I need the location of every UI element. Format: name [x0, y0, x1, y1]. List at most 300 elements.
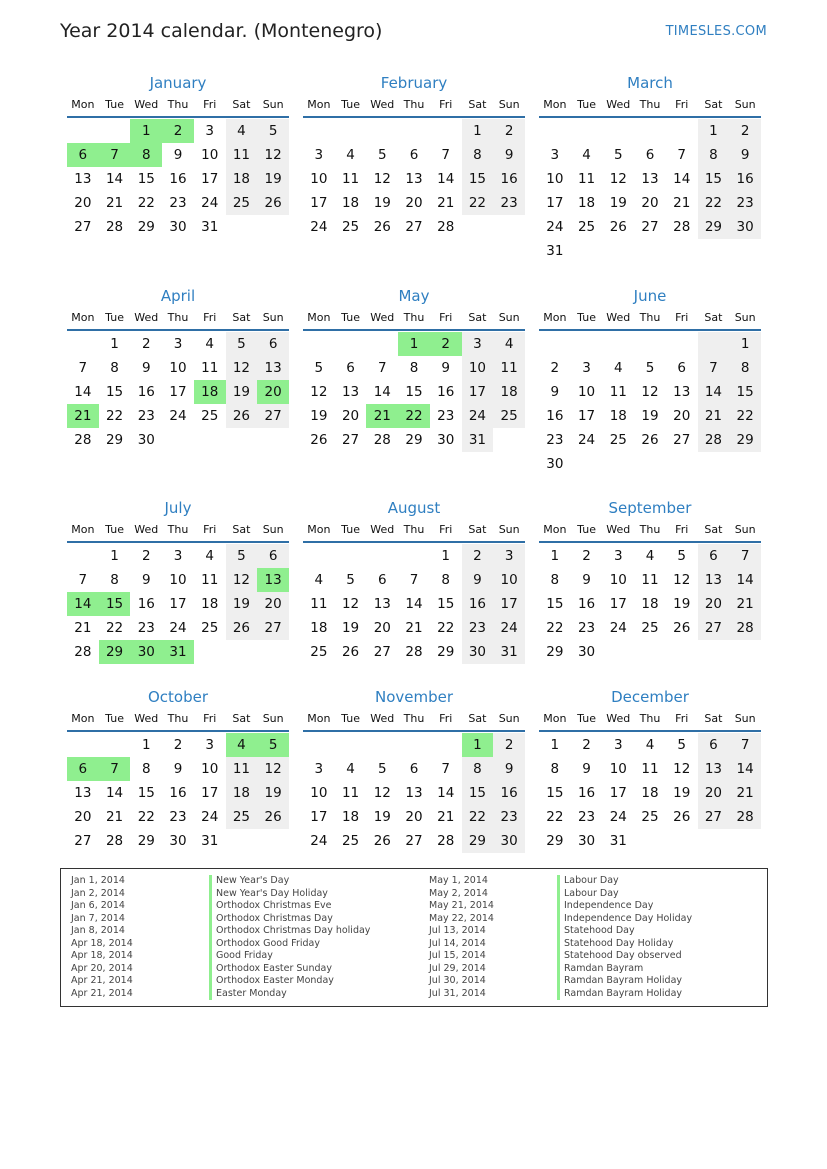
calendar-day: 11 — [577, 171, 596, 187]
calendar-day: 10 — [609, 761, 627, 777]
day-grid — [67, 332, 289, 452]
blank-day — [303, 119, 335, 143]
blank-day — [398, 733, 430, 757]
blank-day — [335, 733, 367, 757]
calendar-day: 4 — [226, 119, 258, 143]
calendar-day: 28 — [373, 432, 391, 448]
weekday-label: Mon — [307, 712, 331, 725]
calendar-day: 25 — [201, 408, 219, 424]
calendar-day: 18 — [609, 408, 627, 424]
calendar-day: 3 — [314, 761, 324, 777]
holiday-date: May 1, 2014 — [429, 875, 488, 886]
holiday-name: Orthodox Good Friday — [209, 938, 320, 951]
calendar-day: 26 — [373, 219, 391, 235]
calendar-day: 24 — [462, 404, 494, 428]
calendar-day: 13 — [257, 356, 289, 380]
calendar-day: 20 — [341, 408, 360, 424]
calendar-day: 22 — [137, 195, 155, 211]
calendar-day: 16 — [493, 167, 525, 191]
calendar-day: 21 — [729, 592, 761, 616]
calendar-day: 17 — [609, 785, 627, 801]
weekday-label: Thu — [639, 523, 661, 536]
calendar-day: 29 — [546, 833, 564, 849]
weekday-label: Thu — [167, 311, 189, 324]
calendar-day: 3 — [582, 360, 591, 376]
day-grid — [303, 332, 525, 452]
calendar-day: 2 — [582, 737, 591, 753]
calendar-day: 26 — [673, 809, 691, 825]
holiday-name: Good Friday — [209, 950, 273, 963]
calendar-day: 24 — [169, 620, 187, 636]
calendar-day: 24 — [546, 219, 564, 235]
calendar-day: 17 — [609, 596, 627, 612]
month-title: September — [608, 499, 692, 517]
holiday-day: 6 — [67, 143, 99, 167]
calendar-day: 24 — [493, 616, 525, 640]
month-march — [539, 70, 761, 263]
calendar-day: 26 — [641, 432, 659, 448]
blank-day — [366, 733, 398, 757]
holiday-day: 18 — [194, 380, 226, 404]
calendar-day: 6 — [645, 147, 655, 163]
calendar-day: 19 — [310, 408, 328, 424]
calendar-day: 22 — [105, 408, 124, 424]
calendar-day: 23 — [729, 191, 761, 215]
calendar-day: 7 — [78, 360, 88, 376]
calendar-day: 31 — [201, 219, 219, 235]
holiday-name: New Year's Day Holiday — [209, 888, 328, 901]
weekday-label: Sun — [498, 311, 520, 324]
month-title: April — [160, 287, 196, 305]
calendar-day: 16 — [577, 596, 596, 612]
calendar-day: 17 — [169, 384, 187, 400]
blank-day — [539, 119, 571, 143]
calendar-day: 15 — [462, 781, 494, 805]
calendar-day: 24 — [201, 809, 219, 825]
calendar-day: 23 — [493, 805, 525, 829]
calendar-day: 15 — [729, 380, 761, 404]
calendar-day: 15 — [105, 384, 124, 400]
blank-day — [303, 544, 335, 568]
weekday-label: Fri — [203, 712, 217, 725]
calendar-day: 28 — [74, 432, 92, 448]
month-title: August — [387, 499, 441, 517]
calendar-day: 2 — [729, 119, 761, 143]
calendar-day: 15 — [437, 596, 455, 612]
calendar-day: 6 — [698, 544, 730, 568]
calendar-day: 7 — [78, 572, 88, 588]
weekday-label: Mon — [71, 523, 95, 536]
calendar-day: 25 — [493, 404, 525, 428]
calendar-day: 5 — [377, 147, 387, 163]
calendar-day: 16 — [577, 785, 596, 801]
calendar-day: 13 — [673, 384, 691, 400]
month-august — [303, 495, 525, 664]
blank-day — [335, 544, 367, 568]
weekday-label: Mon — [71, 98, 95, 111]
blank-day — [698, 332, 730, 356]
calendar-day: 8 — [141, 761, 151, 777]
calendar-day: 27 — [257, 616, 289, 640]
calendar-day: 23 — [577, 620, 596, 636]
calendar-day: 13 — [641, 171, 659, 187]
calendar-day: 22 — [546, 809, 564, 825]
calendar-day: 12 — [310, 384, 328, 400]
blank-day — [366, 544, 398, 568]
calendar-day: 23 — [577, 809, 596, 825]
month-december — [539, 684, 761, 853]
calendar-day: 12 — [373, 171, 391, 187]
calendar-day: 11 — [226, 757, 258, 781]
calendar-day: 23 — [546, 432, 564, 448]
holiday-row — [71, 913, 411, 926]
weekday-label: Thu — [167, 712, 189, 725]
holiday-row — [429, 963, 769, 976]
blank-day — [67, 119, 99, 143]
calendar-day: 25 — [577, 219, 596, 235]
calendar-day: 10 — [310, 171, 328, 187]
calendar-day: 13 — [74, 171, 92, 187]
weekday-header — [539, 521, 761, 543]
calendar-day: 23 — [137, 408, 155, 424]
blank-day — [67, 733, 99, 757]
calendar-day: 18 — [310, 620, 328, 636]
calendar-day: 22 — [462, 191, 494, 215]
calendar-day: 28 — [405, 644, 423, 660]
day-grid — [539, 544, 761, 664]
month-february — [303, 70, 525, 239]
calendar-day: 8 — [441, 572, 450, 588]
weekday-header — [67, 521, 289, 543]
calendar-day: 20 — [405, 809, 423, 825]
calendar-day: 3 — [205, 737, 214, 753]
calendar-day: 6 — [257, 544, 289, 568]
holiday-day: 7 — [99, 143, 131, 167]
weekday-header — [303, 96, 525, 118]
calendar-day: 24 — [169, 408, 187, 424]
blank-day — [666, 119, 698, 143]
calendar-day: 10 — [169, 360, 187, 376]
holiday-day: 15 — [99, 592, 131, 616]
weekday-label: Tue — [341, 523, 360, 536]
calendar-day: 7 — [377, 360, 387, 376]
holiday-name: Orthodox Easter Sunday — [209, 963, 332, 976]
weekday-label: Fri — [439, 523, 453, 536]
calendar-day: 30 — [577, 644, 596, 660]
calendar-day: 19 — [257, 781, 289, 805]
calendar-day: 22 — [105, 620, 124, 636]
calendar-day: 20 — [698, 781, 730, 805]
weekday-label: Wed — [606, 523, 631, 536]
calendar-day: 19 — [609, 195, 627, 211]
calendar-day: 9 — [141, 572, 151, 588]
weekday-label: Sun — [498, 523, 520, 536]
weekday-header — [67, 96, 289, 118]
calendar-day: 15 — [546, 596, 564, 612]
calendar-day: 1 — [550, 737, 560, 753]
calendar-day: 26 — [310, 432, 328, 448]
calendar-day: 2 — [173, 737, 183, 753]
calendar-day: 1 — [698, 119, 730, 143]
calendar-day: 18 — [201, 596, 219, 612]
calendar-day: 14 — [673, 171, 691, 187]
calendar-day: 12 — [341, 596, 360, 612]
calendar-day: 18 — [493, 380, 525, 404]
weekday-label: Sat — [704, 712, 723, 725]
holiday-date: Jan 1, 2014 — [71, 875, 125, 886]
blank-day — [335, 119, 367, 143]
calendar-day: 20 — [74, 195, 92, 211]
holiday-name: Independence Day — [557, 900, 653, 913]
holiday-row — [71, 888, 411, 901]
calendar-day: 23 — [437, 408, 455, 424]
calendar-day: 20 — [373, 620, 391, 636]
calendar-day: 11 — [201, 572, 219, 588]
holiday-row — [429, 925, 769, 938]
blank-day — [303, 332, 335, 356]
calendar-day: 17 — [462, 380, 494, 404]
calendar-day: 1 — [141, 737, 151, 753]
calendar-day: 29 — [137, 833, 155, 849]
calendar-day: 8 — [550, 761, 560, 777]
blank-day — [366, 332, 398, 356]
calendar-day: 24 — [609, 809, 627, 825]
calendar-day: 10 — [493, 568, 525, 592]
weekday-label: Fri — [439, 311, 453, 324]
weekday-label: Sat — [232, 311, 251, 324]
holiday-day: 21 — [67, 404, 99, 428]
calendar-day: 26 — [257, 191, 289, 215]
calendar-day: 29 — [462, 829, 494, 853]
calendar-day: 4 — [613, 360, 623, 376]
calendar-day: 28 — [437, 219, 455, 235]
holiday-name: Independence Day Holiday — [557, 913, 692, 926]
day-grid — [539, 733, 761, 853]
calendar-day: 21 — [437, 809, 455, 825]
calendar-day: 28 — [698, 428, 730, 452]
calendar-day: 22 — [437, 620, 455, 636]
weekday-label: Thu — [639, 311, 661, 324]
calendar-day: 12 — [673, 572, 691, 588]
calendar-day: 14 — [373, 384, 391, 400]
calendar-day: 29 — [137, 219, 155, 235]
calendar-day: 3 — [550, 147, 560, 163]
holiday-row — [71, 875, 411, 888]
holiday-day: 13 — [257, 568, 289, 592]
calendar-day: 10 — [609, 572, 627, 588]
calendar-day: 18 — [641, 785, 659, 801]
calendar-day: 9 — [141, 360, 151, 376]
calendar-day: 5 — [677, 548, 686, 564]
calendar-day: 13 — [74, 785, 92, 801]
weekday-label: Sun — [734, 712, 756, 725]
weekday-label: Sun — [262, 311, 284, 324]
calendar-day: 12 — [641, 384, 659, 400]
calendar-day: 26 — [609, 219, 627, 235]
day-grid — [303, 733, 525, 853]
calendar-day: 12 — [226, 356, 258, 380]
calendar-day: 26 — [257, 805, 289, 829]
calendar-day: 29 — [437, 644, 455, 660]
holiday-date: Apr 18, 2014 — [71, 950, 133, 961]
calendar-day: 1 — [110, 336, 119, 352]
calendar-day: 27 — [257, 404, 289, 428]
blank-day — [67, 332, 99, 356]
calendar-day: 5 — [613, 147, 623, 163]
calendar-day: 4 — [314, 572, 324, 588]
weekday-header — [539, 309, 761, 331]
calendar-day: 25 — [609, 432, 627, 448]
holiday-day: 6 — [67, 757, 99, 781]
calendar-day: 17 — [577, 408, 596, 424]
month-title: May — [398, 287, 430, 305]
calendar-day: 3 — [613, 737, 623, 753]
calendar-day: 11 — [341, 785, 360, 801]
calendar-day: 15 — [698, 167, 730, 191]
calendar-day: 31 — [546, 243, 564, 259]
calendar-day: 11 — [226, 143, 258, 167]
weekday-header — [303, 309, 525, 331]
calendar-day: 12 — [257, 143, 289, 167]
calendar-day: 17 — [310, 195, 328, 211]
calendar-day: 26 — [673, 620, 691, 636]
weekday-label: Sun — [262, 523, 284, 536]
calendar-day: 25 — [341, 833, 360, 849]
calendar-day: 29 — [105, 432, 124, 448]
calendar-day: 28 — [673, 219, 691, 235]
blank-day — [571, 119, 603, 143]
calendar-day: 20 — [405, 195, 423, 211]
weekday-label: Sun — [498, 712, 520, 725]
calendar-day: 26 — [226, 616, 258, 640]
calendar-day: 7 — [729, 733, 761, 757]
calendar-day: 12 — [673, 761, 691, 777]
calendar-day: 4 — [346, 147, 355, 163]
holiday-day: 8 — [130, 143, 162, 167]
calendar-day: 24 — [310, 219, 328, 235]
weekday-header — [67, 309, 289, 331]
calendar-day: 17 — [493, 592, 525, 616]
calendar-day: 9 — [729, 143, 761, 167]
blank-day — [634, 332, 666, 356]
blank-day — [634, 119, 666, 143]
weekday-header — [303, 521, 525, 543]
month-title: July — [164, 499, 192, 517]
calendar-day: 4 — [645, 737, 655, 753]
day-grid — [303, 119, 525, 239]
holiday-name: Easter Monday — [209, 988, 287, 1001]
calendar-day: 8 — [409, 360, 419, 376]
holiday-name: Labour Day — [557, 888, 619, 901]
holiday-legend-column-left — [71, 875, 411, 1000]
calendar-day: 2 — [141, 336, 151, 352]
weekday-label: Mon — [307, 523, 331, 536]
calendar-day: 14 — [729, 757, 761, 781]
calendar-day: 31 — [462, 428, 494, 452]
weekday-label: Sun — [734, 98, 756, 111]
weekday-label: Wed — [606, 311, 631, 324]
calendar-day: 14 — [105, 171, 124, 187]
calendar-day: 30 — [729, 215, 761, 239]
calendar-day: 25 — [310, 644, 328, 660]
calendar-day: 2 — [550, 360, 560, 376]
blank-day — [99, 119, 131, 143]
calendar-day: 29 — [698, 215, 730, 239]
holiday-day: 14 — [67, 592, 99, 616]
holiday-row — [429, 888, 769, 901]
calendar-day: 9 — [493, 757, 525, 781]
calendar-day: 16 — [169, 785, 187, 801]
calendar-day: 27 — [74, 833, 92, 849]
calendar-day: 19 — [641, 408, 659, 424]
holiday-name: Orthodox Christmas Eve — [209, 900, 332, 913]
calendar-day: 10 — [577, 384, 596, 400]
blank-day — [602, 332, 634, 356]
calendar-day: 11 — [341, 171, 360, 187]
calendar-day: 5 — [645, 360, 655, 376]
calendar-day: 12 — [226, 568, 258, 592]
calendar-day: 3 — [173, 336, 183, 352]
calendar-day: 25 — [641, 809, 659, 825]
calendar-day: 1 — [550, 548, 560, 564]
day-grid — [67, 119, 289, 239]
calendar-day: 17 — [546, 195, 564, 211]
calendar-day: 19 — [373, 809, 391, 825]
weekday-label: Sun — [734, 523, 756, 536]
calendar-day: 4 — [205, 336, 214, 352]
weekday-label: Wed — [134, 523, 159, 536]
calendar-day: 26 — [373, 833, 391, 849]
holiday-row — [71, 963, 411, 976]
calendar-day: 21 — [105, 195, 124, 211]
calendar-day: 19 — [673, 785, 691, 801]
calendar-day: 8 — [110, 360, 119, 376]
calendar-day: 10 — [201, 761, 219, 777]
calendar-day: 28 — [729, 805, 761, 829]
calendar-day: 2 — [493, 119, 525, 143]
holiday-legend — [60, 868, 768, 1007]
holiday-day: 4 — [226, 733, 258, 757]
holiday-row — [429, 875, 769, 888]
blank-day — [666, 332, 698, 356]
calendar-day: 9 — [582, 761, 591, 777]
holiday-date: Jul 30, 2014 — [429, 975, 486, 986]
holiday-date: Jan 2, 2014 — [71, 887, 125, 899]
calendar-day: 14 — [405, 596, 423, 612]
brand-link[interactable]: TIMESLES.COM — [665, 24, 767, 39]
calendar-day: 14 — [437, 785, 455, 801]
holiday-day: 1 — [398, 332, 430, 356]
calendar-day: 30 — [137, 432, 155, 448]
weekday-label: Tue — [341, 311, 360, 324]
weekday-label: Sat — [704, 98, 723, 111]
month-title: November — [374, 688, 454, 706]
holiday-day: 7 — [99, 757, 131, 781]
calendar-day: 25 — [226, 191, 258, 215]
calendar-day: 7 — [677, 147, 686, 163]
calendar-day: 28 — [437, 833, 455, 849]
weekday-label: Fri — [675, 712, 689, 725]
calendar-day: 24 — [201, 195, 219, 211]
calendar-day: 7 — [409, 572, 419, 588]
holiday-date: Apr 21, 2014 — [71, 987, 133, 999]
holiday-day: 21 — [366, 404, 398, 428]
calendar-day: 19 — [226, 380, 258, 404]
calendar-day: 8 — [550, 572, 560, 588]
calendar-day: 27 — [74, 219, 92, 235]
calendar-day: 24 — [310, 833, 328, 849]
day-grid — [303, 544, 525, 664]
